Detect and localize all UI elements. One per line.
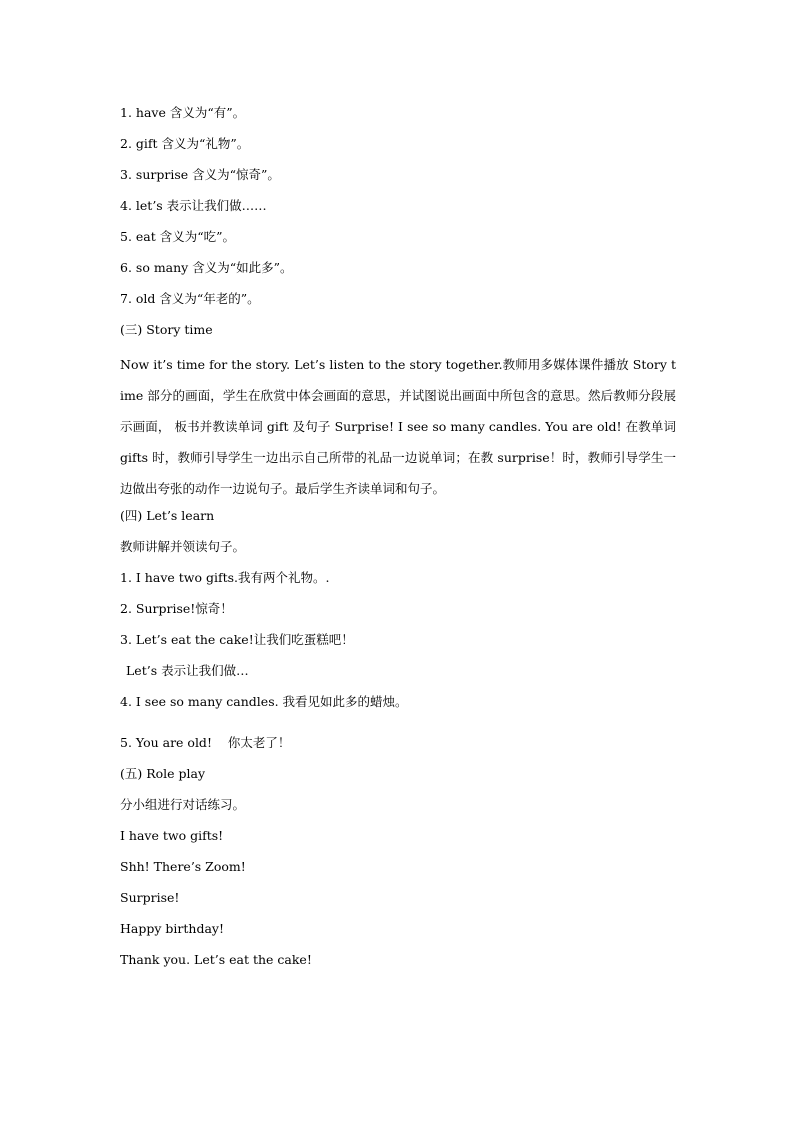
learn-sentence-5: 5. You are old! 你太老了！ — [120, 735, 291, 750]
learn-sentence-3-note: Let’s 表示让我们做… — [126, 663, 249, 678]
vocab-item-1: 1. have 含义为“有”。 — [120, 105, 246, 120]
lets-learn-intro: 教师讲解并领读句子。 — [120, 539, 246, 554]
role-play-heading: (五) Role play — [120, 766, 206, 781]
role-play-intro: 分小组进行对话练习。 — [120, 797, 246, 812]
vocab-item-7: 7. old 含义为“年老的”。 — [120, 291, 260, 306]
story-time-paragraph: Now it’s time for the story. Let’s listen to the story together.教师用多媒体课件播放 Story time 部分的画面，学生在欣赏中体会画面的意思，并试图说出画面中所包含的意思。然后教师分段展示画面， 板书并教读单词 gift 及句子 Surprise! I see so many candles. You are old! 在教单词 gifts 时，教师引导学生一边出示自己所带的礼品一边说单词；在教 surprise！时，教师引导学生一边做出夸张的动作一边说句子。最后学生齐读单词和句子。 — [120, 357, 676, 496]
learn-sentence-4: 4. I see so many candles. 我看见如此多的蜡烛。 — [120, 694, 408, 709]
vocab-item-2: 2. gift 含义为“礼物”。 — [120, 136, 250, 151]
vocab-item-6: 6. so many 含义为“如此多”。 — [120, 260, 293, 275]
dialogue-line-5: Thank you. Let’s eat the cake! — [120, 952, 312, 967]
vocab-item-5: 5. eat 含义为“吃”。 — [120, 229, 236, 244]
vocab-item-3: 3. surprise 含义为“惊奇”。 — [120, 167, 280, 182]
story-time-heading: (三) Story time — [120, 322, 213, 337]
learn-sentence-2: 2. Surprise!惊奇！ — [120, 601, 233, 616]
dialogue-line-2: Shh! There’s Zoom! — [120, 859, 246, 874]
dialogue-line-4: Happy birthday! — [120, 921, 224, 936]
vocab-item-4: 4. let’s 表示让我们做…… — [120, 198, 267, 213]
dialogue-line-3: Surprise! — [120, 890, 180, 905]
dialogue-line-1: I have two gifts! — [120, 828, 224, 843]
learn-sentence-3: 3. Let’s eat the cake!让我们吃蛋糕吧！ — [120, 632, 354, 647]
learn-sentence-1: 1. I have two gifts.我有两个礼物。. — [120, 570, 330, 585]
lets-learn-heading: (四) Let’s learn — [120, 508, 215, 523]
document-body — [120, 101, 680, 979]
